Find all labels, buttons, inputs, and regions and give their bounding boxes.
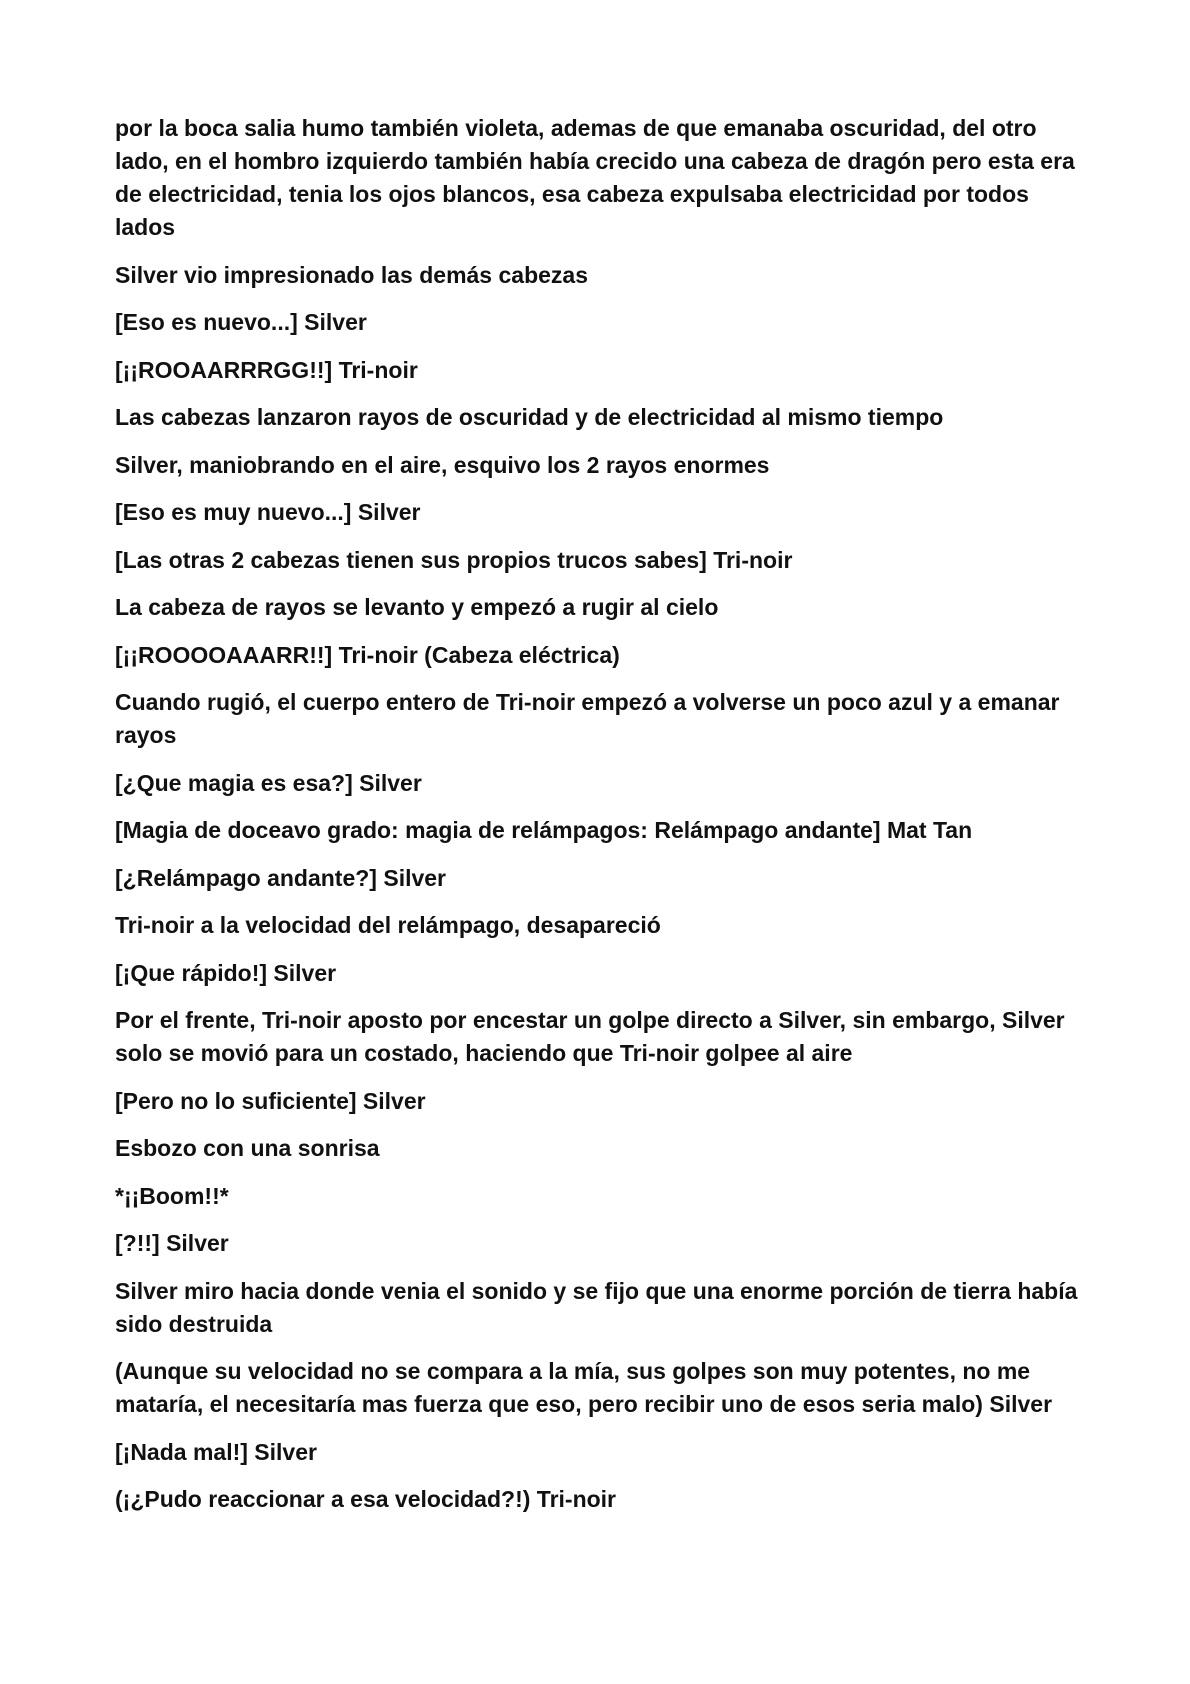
paragraph: Silver, maniobrando en el aire, esquivo los 2 rayos enormes	[115, 451, 770, 478]
paragraph: *¡¡Boom!!*	[115, 1182, 229, 1209]
paragraph: Cuando rugió, el cuerpo entero de Tri-noir empezó a volverse un poco azul y a emanar rayos	[115, 689, 1060, 748]
paragraph: [Las otras 2 cabezas tienen sus propios trucos sabes] Tri-noir	[115, 546, 793, 573]
paragraph: (¡¿Pudo reaccionar a esa velocidad?!) Tri-noir	[115, 1486, 617, 1512]
paragraph: [?!!] Silver	[115, 1230, 229, 1256]
paragraph: (Aunque su velocidad no se compara a la mía, sus golpes son muy potentes, no me mataría, el necesitaría mas fuerza que eso, pero recibir uno de esos seria malo) Silver	[115, 1358, 1053, 1417]
paragraph: [Pero no lo suficiente] Silver	[115, 1087, 426, 1114]
paragraph: [¿Relámpago andante?] Silver	[115, 864, 447, 891]
paragraph: Tri-noir a la velocidad del relámpago, desapareció	[115, 912, 661, 938]
paragraph: [Eso es nuevo...] Silver	[115, 309, 367, 335]
paragraph: por la boca salia humo también violeta, ademas de que emanaba oscuridad, del otro lado, en el hombro izquierdo también había crecido una cabeza de dragón pero esta era de electricidad, tenia los ojos blancos, esa cabeza expulsaba electricidad por todos lados	[115, 115, 1075, 240]
paragraph: Silver vio impresionado las demás cabezas	[115, 261, 588, 288]
document-body	[115, 112, 1085, 1531]
paragraph: Las cabezas lanzaron rayos de oscuridad y de electricidad al mismo tiempo	[115, 404, 944, 430]
paragraph: [¡Nada mal!] Silver	[115, 1438, 317, 1465]
paragraph: [¡¡ROOOOAAARR!!] Tri-noir (Cabeza eléctrica)	[115, 641, 620, 668]
paragraph: [¡Que rápido!] Silver	[115, 959, 337, 986]
paragraph: La cabeza de rayos se levanto y empezó a rugir al cielo	[115, 594, 719, 620]
paragraph: Silver miro hacia donde venia el sonido y se fijo que una enorme porción de tierra había sido destruida	[115, 1277, 1078, 1337]
paragraph: Esbozo con una sonrisa	[115, 1135, 380, 1161]
paragraph: [Eso es muy nuevo...] Silver	[115, 499, 421, 525]
paragraph: Por el frente, Tri-noir aposto por encestar un golpe directo a Silver, sin embargo, Silver solo se movió para un costado, haciendo que Tri-noir golpee al aire	[115, 1007, 1065, 1066]
paragraph: [¡¡ROOAARRRGG!!] Tri-noir	[115, 356, 418, 383]
paragraph: [Magia de doceavo grado: magia de relámpagos: Relámpago andante] Mat Tan	[115, 817, 973, 843]
paragraph: [¿Que magia es esa?] Silver	[115, 769, 422, 796]
